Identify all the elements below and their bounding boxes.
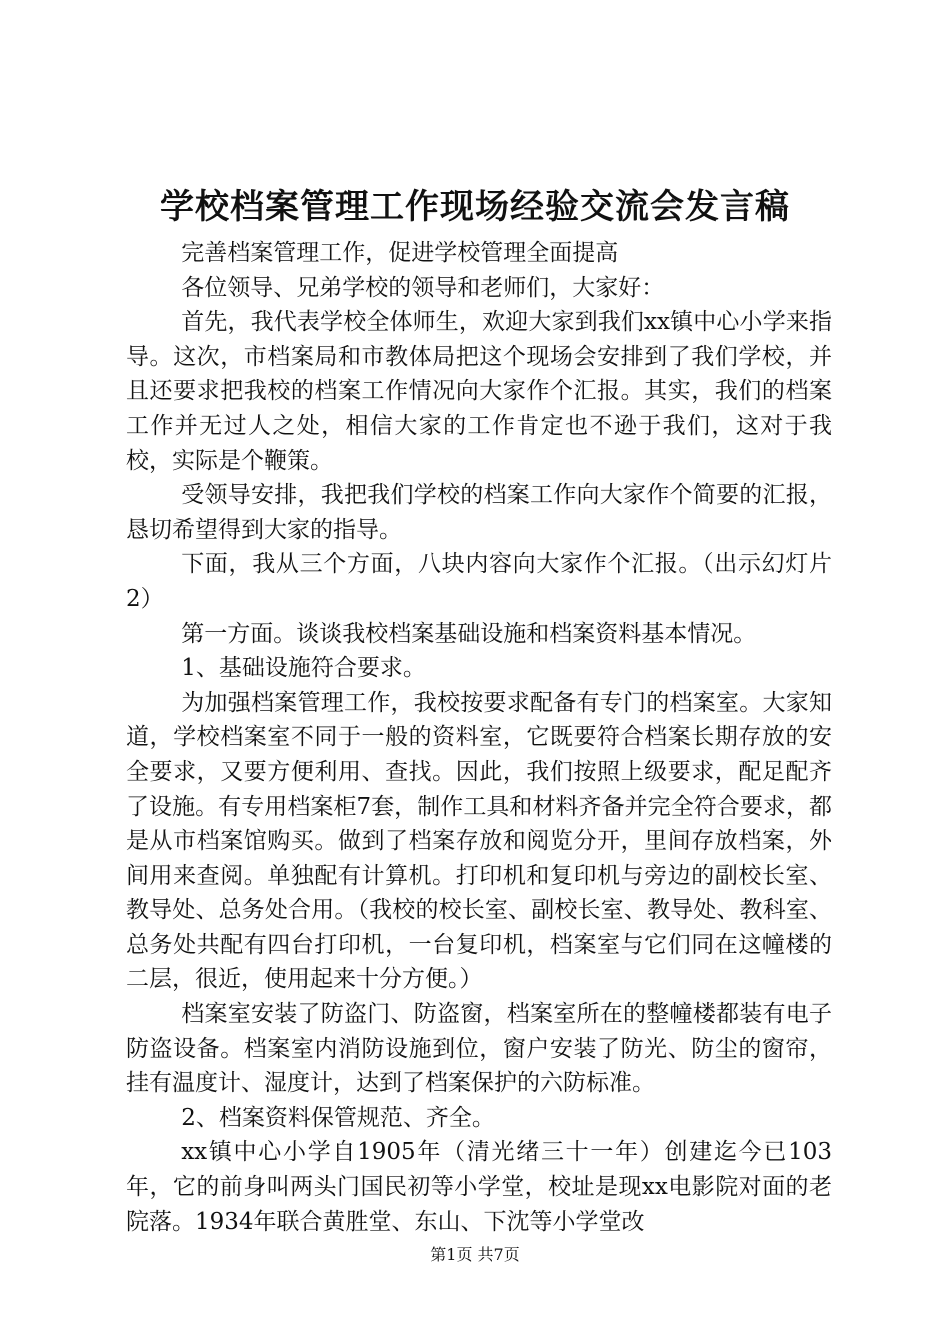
document-title: 学校档案管理工作现场经验交流会发言稿	[160, 187, 790, 227]
paragraph: 下面，我从三个方面，八块内容向大家作个汇报。（出示幻灯片2）	[126, 551, 832, 612]
subsection-heading: 2、档案资料保管规范、齐全。	[181, 1104, 495, 1131]
section-heading: 第一方面。谈谈我校档案基础设施和档案资料基本情况。	[181, 620, 757, 647]
paragraph: xx镇中心小学自1905年（清光绪三十一年）创建迄今已103年，它的前身叫两头门国民初等小学堂，校址是现xx电影院对面的老院落。1934年联合黄胜堂、东山、下沈等小学堂改	[126, 1139, 832, 1235]
paragraph: 档案室安装了防盗门、防盗窗，档案室所在的整幢楼都装有电子防盗设备。档案室内消防设施到位，窗户安装了防光、防尘的窗帘，挂有温度计、湿度计，达到了档案保护的六防标准。	[126, 1001, 832, 1097]
paragraph-subtitle: 完善档案管理工作，促进学校管理全面提高	[181, 240, 619, 266]
page-footer: 第1页 共7页	[430, 1245, 520, 1264]
document-body	[126, 236, 832, 1239]
subsection-heading: 1、基础设施符合要求。	[181, 655, 426, 682]
paragraph: 为加强档案管理工作，我校按要求配备有专门的档案室。大家知道，学校档案室不同于一般的资料室，它既要符合档案长期存放的安全要求，又要方便利用、查找。因此，我们按照上级要求，配足配齐了设施。有专用档案柜7套，制作工具和材料齐备并完全符合要求，都是从市档案馆购买。做到了档案存放和阅览分开，里间存放档案，外间用来查阅。单独配有计算机。打印机和复印机与旁边的副校长室、教导处、总务处合用。（我校的校长室、副校长室、教导处、教科室、总务处共配有四台打印机，一台复印机，档案室与它们同在这幢楼的二层，很近，使用起来十分方便。）	[126, 689, 832, 993]
paragraph-greeting: 各位领导、兄弟学校的领导和老师们，大家好：	[181, 274, 665, 301]
paragraph: 受领导安排，我把我们学校的档案工作向大家作个简要的汇报，恳切希望得到大家的指导。	[126, 482, 832, 543]
paragraph: 首先，我代表学校全体师生，欢迎大家到我们xx镇中心小学来指导。这次，市档案局和市教体局把这个现场会安排到了我们学校，并且还要求把我校的档案工作情况向大家作个汇报。其实，我们的档案工作并无过人之处，相信大家的工作肯定也不逊于我们，这对于我校，实际是个鞭策。	[126, 309, 832, 474]
